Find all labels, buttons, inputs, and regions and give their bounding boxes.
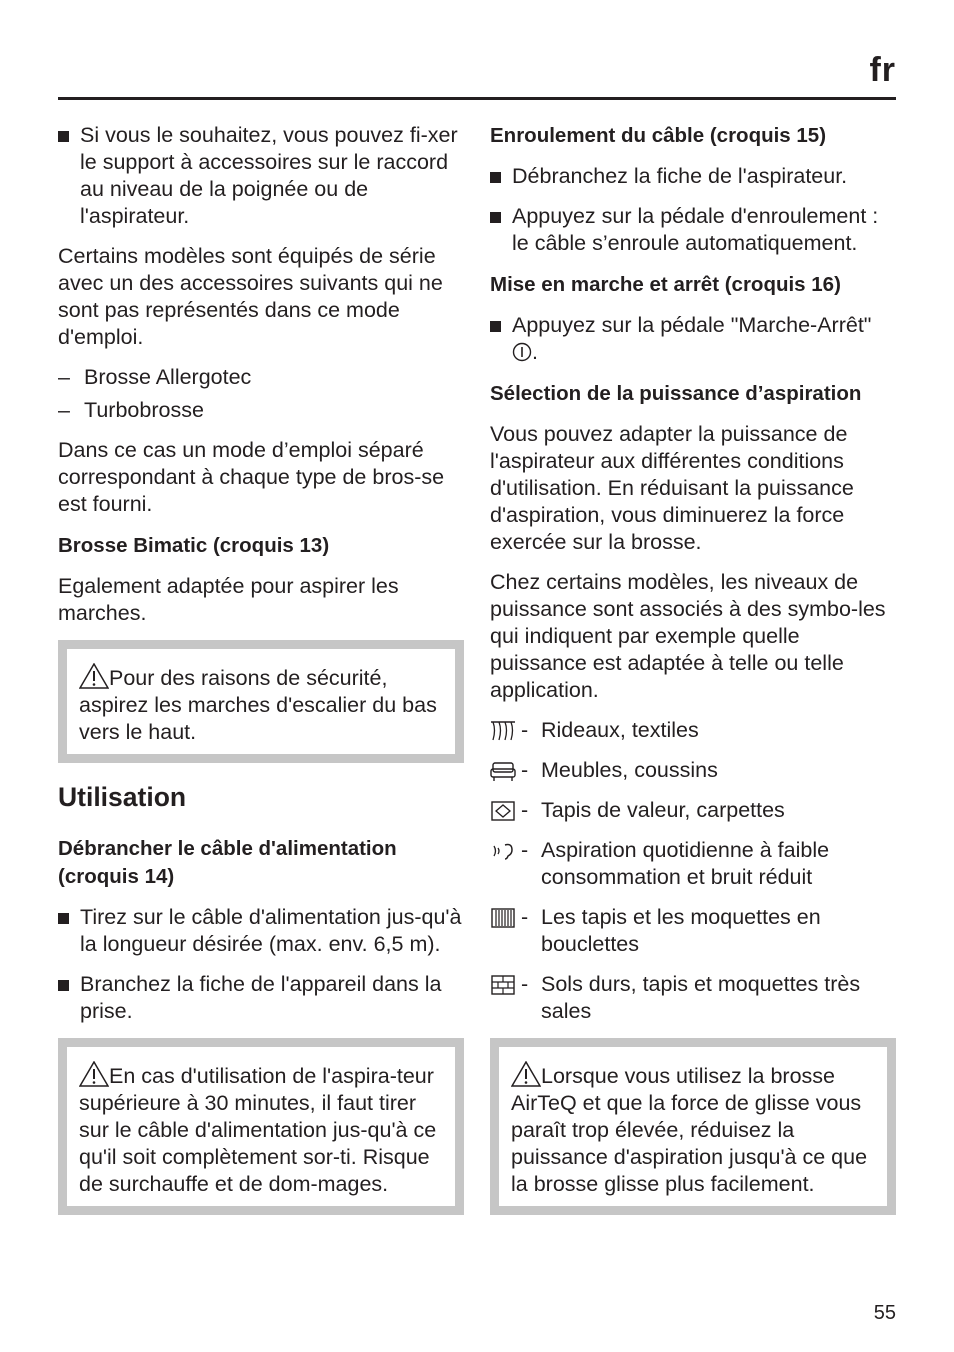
loop-carpet-icon bbox=[490, 907, 516, 929]
curtain-icon bbox=[490, 720, 516, 742]
heading-selection: Sélection de la puissance d’aspiration bbox=[490, 382, 862, 405]
bullet-pedale: Appuyez sur la pédale d'enroulement : le câble s’enroule automatiquement. bbox=[490, 203, 896, 257]
symbol-row-curtain: - Rideaux, textiles bbox=[490, 717, 896, 744]
para-models: Certains modèles sont équipés de série avec un des accessoires suivants qui ne sont pas représentés dans ce mode d'emploi. bbox=[58, 244, 443, 349]
warning-triangle-icon bbox=[79, 1061, 109, 1087]
para-niveaux: Chez certains modèles, les niveaux de puissance sont associés à des symbo-les qui indiquent par exemple quelle puissance est adaptée à telle ou telle application. bbox=[490, 570, 886, 702]
warning-box-stairs bbox=[58, 640, 464, 763]
heading-bimatic: Brosse Bimatic (croquis 13) bbox=[58, 534, 330, 557]
page-number: 55 bbox=[873, 1302, 896, 1324]
hard-floor-icon bbox=[490, 974, 516, 996]
bullet-branchez: Branchez la fiche de l'appareil dans la prise. bbox=[58, 971, 464, 1025]
symbol-label-quiet: Aspiration quotidienne à faible consommation et bruit réduit bbox=[541, 838, 830, 889]
heading-mise-en-marche: Mise en marche et arrêt (croquis 16) bbox=[490, 273, 841, 296]
symbol-label-armchair: Meubles, coussins bbox=[541, 758, 718, 782]
warning-triangle-icon bbox=[511, 1061, 541, 1087]
armchair-icon bbox=[490, 760, 516, 782]
bullet-tirez: Tirez sur le câble d'alimentation jus-qu'à la longueur désirée (max. env. 6,5 m). bbox=[58, 904, 464, 958]
bullet-marche-text: Appuyez sur la pédale "Marche-Arrêt" bbox=[512, 313, 872, 337]
para-separate: Dans ce cas un mode d’emploi séparé correspondant à chaque type de bros-se est fourni. bbox=[58, 438, 445, 516]
symbol-row-rug: - Tapis de valeur, carpettes bbox=[490, 797, 896, 824]
symbol-row-quiet: - Aspiration quotidienne à faible consommation et bruit réduit bbox=[490, 837, 896, 891]
symbol-row-loop-carpet: - Les tapis et les moquettes en bouclettes bbox=[490, 904, 896, 958]
language-code: fr bbox=[869, 51, 896, 89]
dash-item-allergotec: – Brosse Allergotec bbox=[58, 364, 464, 391]
warning-box-cable bbox=[58, 1038, 464, 1215]
symbol-row-armchair: - Meubles, coussins bbox=[490, 757, 896, 784]
quiet-icon bbox=[490, 840, 516, 862]
warning-box-airteq bbox=[490, 1038, 896, 1215]
warning-text-cable: En cas d'utilisation de l'aspira-teur supérieure à 30 minutes, il faut tirer sur le câble d'alimentation jus-qu'à ce qu'il soit complètement sor-ti. Risque de surchauffe et de dom-mages. bbox=[79, 1064, 437, 1196]
left-column bbox=[58, 122, 464, 1233]
para-bimatic: Egalement adaptée pour aspirer les marches. bbox=[58, 574, 399, 625]
symbol-label-loop-carpet: Les tapis et les moquettes en bouclettes bbox=[541, 905, 821, 956]
dash-item-turbobrosse: – Turbobrosse bbox=[58, 397, 464, 424]
bullet-debranchez: Débranchez la fiche de l'aspirateur. bbox=[490, 163, 896, 190]
bullet-marche-arret bbox=[490, 312, 896, 366]
heading-debrancher: Débrancher le câble d'alimentation (croquis 14) bbox=[58, 837, 397, 888]
symbol-label-hard-floor: Sols durs, tapis et moquettes très sales bbox=[541, 972, 861, 1023]
bullet-intro: Si vous le souhaitez, vous pouvez fi-xer le support à accessoires sur le raccord au niveau de la poignée ou de l'aspirateur. bbox=[58, 122, 464, 230]
period: . bbox=[532, 340, 538, 364]
symbol-row-hard-floor: - Sols durs, tapis et moquettes très sales bbox=[490, 971, 896, 1025]
warning-text-stairs: Pour des raisons de sécurité, aspirez les marches d'escalier du bas vers le haut. bbox=[79, 666, 437, 744]
para-adapter: Vous pouvez adapter la puissance de l'aspirateur aux différentes conditions d'utilisation. En réduisant la puissance d'aspiration, vous diminuerez la force exercée sur la brosse. bbox=[490, 422, 854, 554]
heading-enroulement: Enroulement du câble (croquis 15) bbox=[490, 124, 827, 147]
warning-triangle-icon bbox=[79, 663, 109, 689]
right-column bbox=[490, 122, 896, 1233]
heading-utilisation: Utilisation bbox=[58, 782, 187, 812]
power-symbol-icon bbox=[512, 342, 532, 362]
header-rule bbox=[58, 97, 896, 100]
symbol-label-rug: Tapis de valeur, carpettes bbox=[541, 798, 785, 822]
rug-icon bbox=[490, 800, 516, 822]
warning-text-airteq: Lorsque vous utilisez la brosse AirTeQ et que la force de glisse vous paraît trop élevée, réduisez la puissance d'aspiration jusqu'à ce que la brosse glisse plus facilement. bbox=[511, 1064, 868, 1196]
symbol-label-curtain: Rideaux, textiles bbox=[541, 718, 699, 742]
